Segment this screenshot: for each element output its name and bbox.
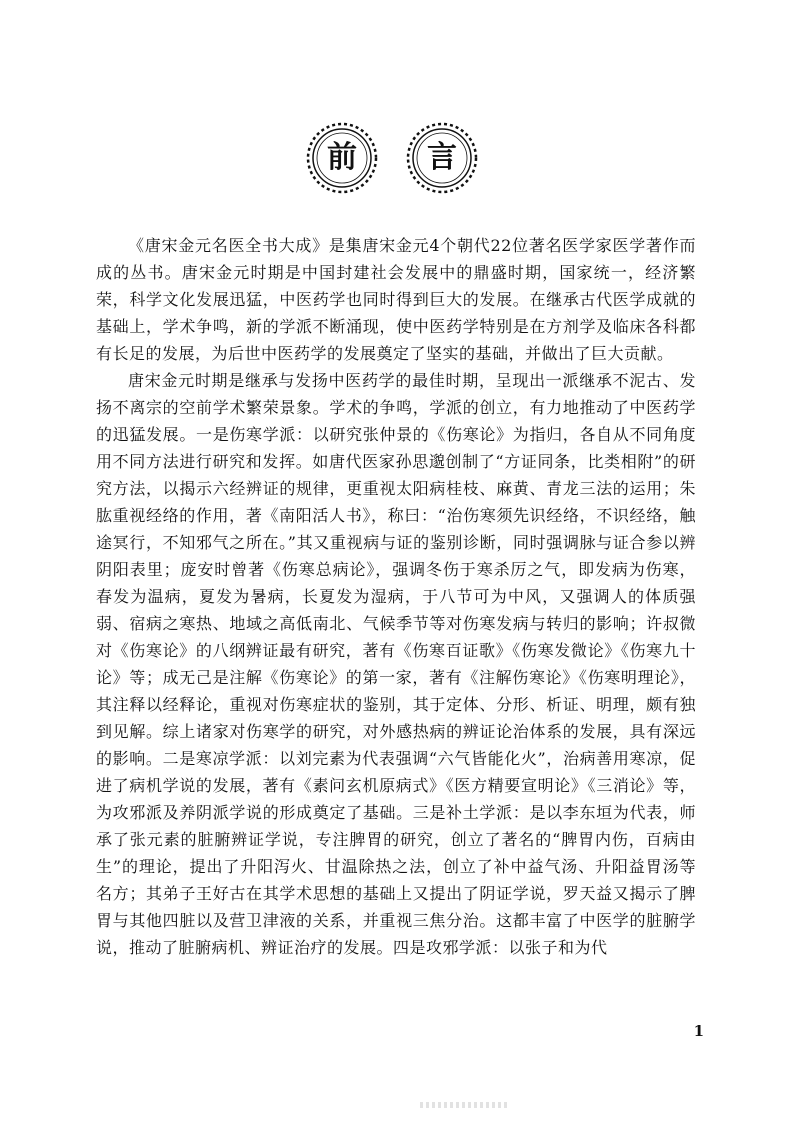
page-number: 1 <box>693 1022 704 1040</box>
preface-body <box>96 232 696 961</box>
preface-heading <box>0 122 788 202</box>
heading-char-left: 前 <box>327 140 357 175</box>
heading-seal-right <box>406 122 478 194</box>
heading-char-right: 言 <box>427 140 457 175</box>
heading-seal-left <box>306 122 378 194</box>
scan-artifact <box>420 1102 510 1108</box>
paragraph: 唐宋金元时期是继承与发扬中医药学的最佳时期，呈现出一派继承不泥古、发扬不离宗的空前学术繁荣景象。学术的争鸣，学派的创立，有力地推动了中医药学的迅猛发展。一是伤寒学派：以研究张仲景的《伤寒论》为指归，各自从不同角度用不同方法进行研究和发挥。如唐代医家孙思邈创制了“方证同条，比类相附”的研究方法，以揭示六经辨证的规律，更重视太阳病桂枝、麻黄、青龙三法的运用；朱肱重视经络的作用，著《南阳活人书》，称曰：“治伤寒须先识经络，不识经络，触途冥行，不知邪气之所在。”其又重视病与证的鉴别诊断，同时强调脉与证合参以辨阴阳表里；庞安时曾著《伤寒总病论》，强调冬伤于寒杀厉之气，即发病为伤寒，春发为温病，夏发为暑病，长夏发为湿病，于八节可为中风，又强调人的体质强弱、宿病之寒热、地域之高低南北、气候季节等对伤寒发病与转归的影响；许叔微对《伤寒论》的八纲辨证最有研究，著有《伤寒百证歌》《伤寒发微论》《伤寒九十论》等；成无己是注解《伤寒论》的第一家，著有《注解伤寒论》《伤寒明理论》，其注释以经释论，重视对伤寒症状的鉴别，其于定体、分形、析证、明理，颇有独到见解。综上诸家对伤寒学的研究，对外感热病的辨证论治体系的发展，具有深远的影响。二是寒凉学派：以刘完素为代表强调“六气皆能化火”，治病善用寒凉，促进了病机学说的发展，著有《素问玄机原病式》《医方精要宣明论》《三消论》等，为攻邪派及养阴派学说的形成奠定了基础。三是补土学派：是以李东垣为代表，师承了张元素的脏腑辨证学说，专注脾胃的研究，创立了著名的“脾胃内伤，百病由生”的理论，提出了升阳泻火、甘温除热之法，创立了补中益气汤、升阳益胃汤等名方；其弟子王好古在其学术思想的基础上又提出了阴证学说，罗天益又揭示了脾胃与其他四脏以及营卫津液的关系，并重视三焦分治。这都丰富了中医学的脏腑学说，推动了脏腑病机、辨证治疗的发展。四是攻邪学派：以张子和为代 <box>96 371 696 957</box>
paragraph: 《唐宋金元名医全书大成》是集唐宋金元4个朝代22位著名医学家医学著作而成的丛书。唐宋金元时期是中国封建社会发展中的鼎盛时期，国家统一，经济繁荣，科学文化发展迅猛，中医药学也同时得到巨大的发展。在继承古代医学成就的基础上，学术争鸣，新的学派不断涌现，使中医药学特别是在方剂学及临床各科都有长足的发展，为后世中医药学的发展奠定了坚实的基础，并做出了巨大贡献。 <box>96 236 696 363</box>
